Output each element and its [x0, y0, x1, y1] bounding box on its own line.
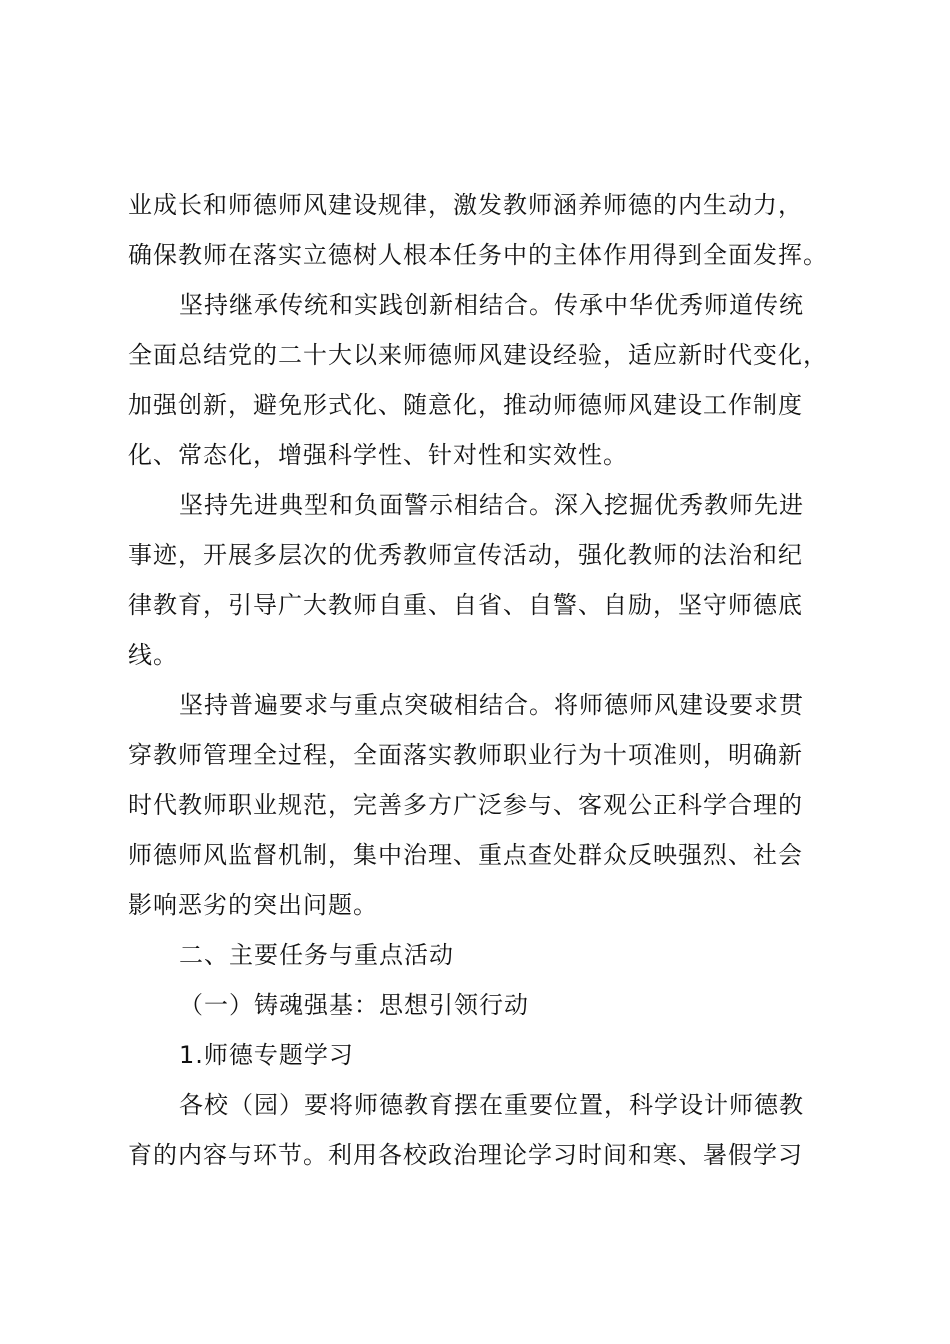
text-line: 师德师风监督机制，集中治理、重点查处群众反映强烈、社会	[128, 841, 803, 869]
paragraph-start-line: 坚持先进典型和负面警示相结合。深入挖掘优秀教师先进	[179, 491, 804, 519]
text-line: 线。	[128, 641, 178, 669]
section-heading: 二、主要任务与重点活动	[179, 941, 454, 969]
text-line: 时代教师职业规范，完善多方广泛参与、客观公正科学合理的	[128, 791, 803, 819]
paragraph-start-line: 各校（园）要将师德教育摆在重要位置，科学设计师德教	[179, 1091, 804, 1119]
text-line: 全面总结党的二十大以来师德师风建设经验，适应新时代变化，	[128, 341, 828, 369]
text-line: 影响恶劣的突出问题。	[128, 891, 378, 919]
text-line: 事迹，开展多层次的优秀教师宣传活动，强化教师的法治和纪	[128, 541, 803, 569]
text-line: 育的内容与环节。利用各校政治理论学习时间和寒、暑假学习	[128, 1141, 803, 1169]
text-line: 加强创新，避免形式化、随意化，推动师德师风建设工作制度	[128, 391, 803, 419]
paragraph-start-line: 坚持继承传统和实践创新相结合。传承中华优秀师道传统	[179, 291, 804, 319]
text-line: 业成长和师德师风建设规律，激发教师涵养师德的内生动力，	[128, 191, 803, 219]
text-line: 律教育，引导广大教师自重、自省、自警、自励，坚守师德底	[128, 591, 803, 619]
subsection-heading: （一）铸魂强基：思想引领行动	[179, 991, 529, 1019]
item-heading: 1.师德专题学习	[179, 1041, 354, 1069]
text-line: 穿教师管理全过程，全面落实教师职业行为十项准则，明确新	[128, 741, 803, 769]
text-line: 确保教师在落实立德树人根本任务中的主体作用得到全面发挥。	[128, 241, 828, 269]
text-line: 化、常态化，增强科学性、针对性和实效性。	[128, 441, 628, 469]
paragraph-start-line: 坚持普遍要求与重点突破相结合。将师德师风建设要求贯	[179, 691, 804, 719]
